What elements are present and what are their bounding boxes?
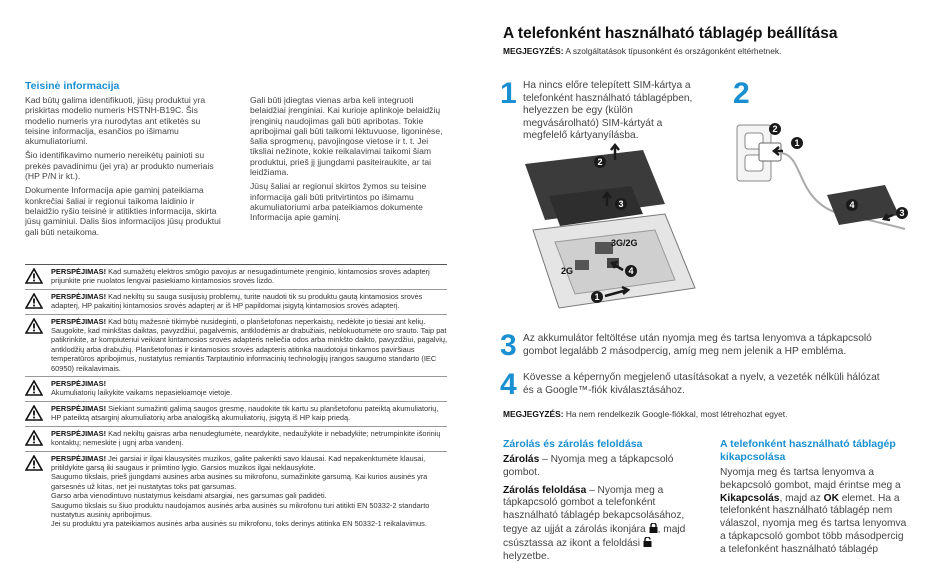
warning-text [51,379,232,398]
warning-triangle-icon [25,380,43,396]
warning-label: PERSPĖJIMAS! [51,428,107,438]
warning-item [25,402,447,427]
warning-text [51,317,447,373]
warning-body: Akumuliatorių laikykite vaikams nepasiekiamoje vietoje. [51,388,233,398]
legal-col1-para: Kad būtų galima identifikuoti, jūsų produktui yra priskirtas modelio numeris HSTNH-B19C. Šis modelio numeris yra nurodytas ant etiketės su teisine informacija, esančios po išimamu akumuliatoriumi. [25,95,206,147]
warning-label: PERSPĖJIMAS! [51,291,107,301]
warning-triangle-icon [25,455,43,471]
callout-4-label: 4 [628,266,634,276]
lock-desc: – Nyomja meg a tápkapcsoló gombot. [503,454,674,478]
callout-2-label: 2 [597,157,603,167]
warning-item [25,290,447,315]
unlock-para [503,485,693,563]
label-3g-2g: 3G/2G [611,238,638,248]
note2-text: Ha nem rendelkezik Google-fiókkal, most létrehozhat egyet. [563,409,788,419]
note-text: A szolgáltatások típusonként és országonként eltérhetnek. [563,46,782,56]
warning-text [51,429,447,448]
warning-triangle-icon [25,405,43,421]
poweroff-option: Kikapcsolás [720,492,780,504]
callout-2-charge-label: 2 [772,124,778,134]
warning-label: PERSPĖJIMAS! [51,267,107,276]
callout-2-charge [769,123,781,135]
step-3-text: Az akkumulátor feltöltése után nyomja meg és tartsa lenyomva a tápkapcsoló gombot legalább 2 másodpercig, amíg meg nem jelenik a HP embléma. [523,333,872,357]
step-3-number: 3 [500,329,517,362]
lock-para [503,454,693,480]
warnings-list [25,264,447,532]
legal-col-1 [25,95,225,241]
warning-item [25,452,447,532]
unlock-icon [643,537,652,547]
warning-body: Kad būtų mažesnė tikimybė nusideginti, o planšetofonas neperkaistų, nedėkite jo tiesiai ant kelių. Saugokite, kad minkštas daiktas, pavyzdžiui, pagalvėmis, antklodėmis ar drabužiais, neblokuotumėte oro srauto. Taip pat patikrinkite, ar kompiuteriui veikiant kintamosios srovės adapteris neliečia odos arba minkšto daikto, pavyzdžiui, pagalvių, antklodžių arba drabužių. Planšetofonas ir kintamosios srovės adapteris atitinka naudotojui tinkamos paviršiaus temperatūros apribojimus, nustatytus remiantis Tarptautinio informacinių technologijų įrangos saugumo standarto (IEC 60950) reikalavimais. [51,316,448,373]
warning-body: Siekiant sumažinti galimą saugos gresmę, naudokite tik kartu su planšetofonu pateiktą akumuliatorių, HP pateiktą atsarginį akumuliatorių arba analogišką akumuliatorių, įsigytą iš HP kaip priedą. [51,403,439,423]
note2-label: MEGJEGYZÉS: [503,409,564,419]
legal-col1-para: Dokumente Informacija apie gaminį pateikiama konkrečiai šaliai ir regionui taikoma laidinio ir belaidžio ryšio teisinė ir atitikties informacija, skirta jūsų gaminiui. Dalis šios informacijos jūsų produktui gali būti netaikoma. [25,185,221,237]
warning-extra: Saugumo tikslais su šiuo produktu naudojamos ausinės arba ausinės su mikrofonu turi atitikti EN 50332-2 standarto nustatytus ausinių apribojimus. [51,500,430,519]
unlock-desc-3: helyzetbe. [503,550,550,562]
callout-3-label: 3 [618,199,624,209]
warning-text [51,267,447,286]
unlock-term: Zárolás feloldása [503,484,587,496]
warning-item [25,265,447,290]
warning-text [51,404,447,423]
warning-body: Jei garsiai ir ilgai klausysitės muzikos, galite pakenkti savo klausai. Kad nepakenktumėte klausai, pritildykite garsą iki saugaus ir priimtino lygio. Garsios muzikos ilgai neklausykite. [51,453,426,472]
lock-icon [649,523,658,533]
warning-label: PERSPĖJIMAS! [51,403,107,413]
lock-section [503,454,693,563]
warning-label: PERSPĖJIMAS! [51,453,107,463]
warning-label: PERSPĖJIMAS! [51,316,107,326]
note-label: MEGJEGYZÉS: [503,46,564,56]
warning-text [51,454,447,529]
warning-item [25,377,447,402]
unlock-desc-2: , majd csúsztassa az ikont a feloldási [503,523,686,549]
callout-3-charge-label: 3 [899,208,905,218]
poweroff-part: elemet. Ha a telefonként használható táblagép nem válaszol, nyomja meg és tartsa lenyomva a tápkapcsoló gombot több másodpercig a telefonként használható táblagép [720,492,907,555]
note-services [503,46,781,56]
label-2g: 2G [561,266,574,276]
callout-4-charge [846,199,858,211]
legal-col-2 [250,95,450,227]
page-title: A telefonként használható táblagép beállítása [503,25,838,42]
poweroff-heading: A telefonként használható táblagép kikapcsolása [720,438,896,463]
warning-label: PERSPĖJIMAS! [51,379,107,389]
legal-info-heading: Teisinė informacija [25,80,120,92]
step-2-number: 2 [733,77,750,110]
step-4-number: 4 [500,368,517,401]
warning-text [51,292,447,311]
legal-col2-para: Gali būti įdiegtas vienas arba keli integruoti belaidžiai įrenginiai. Kai kurioje aplinkoje belaidžių įrenginių naudojimas gali būti apribotas. Tokie apribojimai gali būti taikomi lėktuvuose, ligoninėse, šalia sprogmenų, pavojingose vietose ir t. t. Jei tiksliai nežinote, kokie reikalavimai taikomi šiam produktui, prieš jį įjungdami pasiteiraukite, ar tai leidžiama. [250,95,443,178]
sim-insert-diagram [515,140,715,310]
poweroff-part: Nyomja meg és tartsa lenyomva a bekapcsoló gombot, majd érintse meg a [720,467,901,491]
legal-col2-para: Jūsų šaliai ar regionui skirtos žymos su teisine informacija gali būti pritvirtintos po išimamu akumuliatoriumi arba pateikiamos dokumente Informacija apie gaminį. [250,181,427,223]
warning-body: Kad sumažėtų elektros smūgio pavojus ar nesugadintumėte įrenginio, kintamosios srovės adapterį prijunkite prie nuolatos lengvai pasiekiamo kintamosios srovės lizdo. [51,267,430,286]
lock-term: Zárolás [503,454,540,465]
ok-option: OK [823,492,839,504]
warning-extra: Saugumo tikslais, prieš įjungdami ausines arba ausines su mikrofonu, sumažinkite garsumą. Kai kurios ausinės yra garsesnės už kitas, net jei nustatytas toks pat garsumas. [51,472,428,491]
poweroff-text [720,467,910,560]
step-1-text: Ha nincs előre telepített SIM-kártya a telefonként használható táblagépben, helyezzen be egy (külön megvásárolható) SIM-kártyát a megfelelő kártyanyílásba. [523,80,693,142]
charging-diagram [735,115,915,245]
warning-body: Kad nekiltų su sauga susijusių problemų, turite naudoti tik su produktu gautą kintamosios srovės adapterį, HP pakaitinį kintamosios srovės adapterį ar iš HP papildomai įsigytą kintamosios srovės adapterį. [51,291,423,311]
warning-triangle-icon [25,293,43,309]
poweroff-part: , majd az [779,492,824,504]
step-4-text: Kövesse a képernyőn megjelenő utasításokat a nyelv, a vezeték nélküli hálózat és a Google™-fiók kiválasztásához. [523,372,880,396]
warning-extra: Garso arba vienodintuvo nustatymus keisdami atsargiai, nes garsumas gali padidėti. [51,491,327,501]
warning-extra: Jei su produktu yra pateikiamos ausinės arba ausinės su mikrofonu, toks derinys atitinka EN 50332-1 reikalavimus. [51,519,427,529]
callout-1-charge-label: 1 [794,138,800,148]
warning-triangle-icon [25,430,43,446]
legal-col1-para: Šio identifikavimo numerio nereikėtų painioti su prekės pavadinimu (jei yra) ar produkto numeriais (HP P/N ir kt.). [25,150,214,182]
warning-body: Kad nekiltų gaisras arba nenudegtumėte, neardykite, nedaužykite ir nebadykite; netrumpinkite išorinių kontaktų; nemeskite į ugnį arba vandenį. [51,428,441,448]
warning-triangle-icon [25,268,43,284]
note-google [503,409,787,419]
lock-heading: Zárolás és zárolás feloldása [503,438,643,450]
warning-item [25,427,447,452]
callout-1-label: 1 [594,292,600,302]
warning-triangle-icon [25,318,43,334]
step-1-number: 1 [500,77,517,110]
callout-4-charge-label: 4 [849,200,855,210]
warning-item [25,315,447,377]
sim-slot-2g [575,260,589,270]
unlock-desc: – Nyomja meg a tápkapcsoló gombot a telefonként használható táblagép bekapcsolásához, tegye az ujját a zárolás ikonjára [503,484,685,535]
